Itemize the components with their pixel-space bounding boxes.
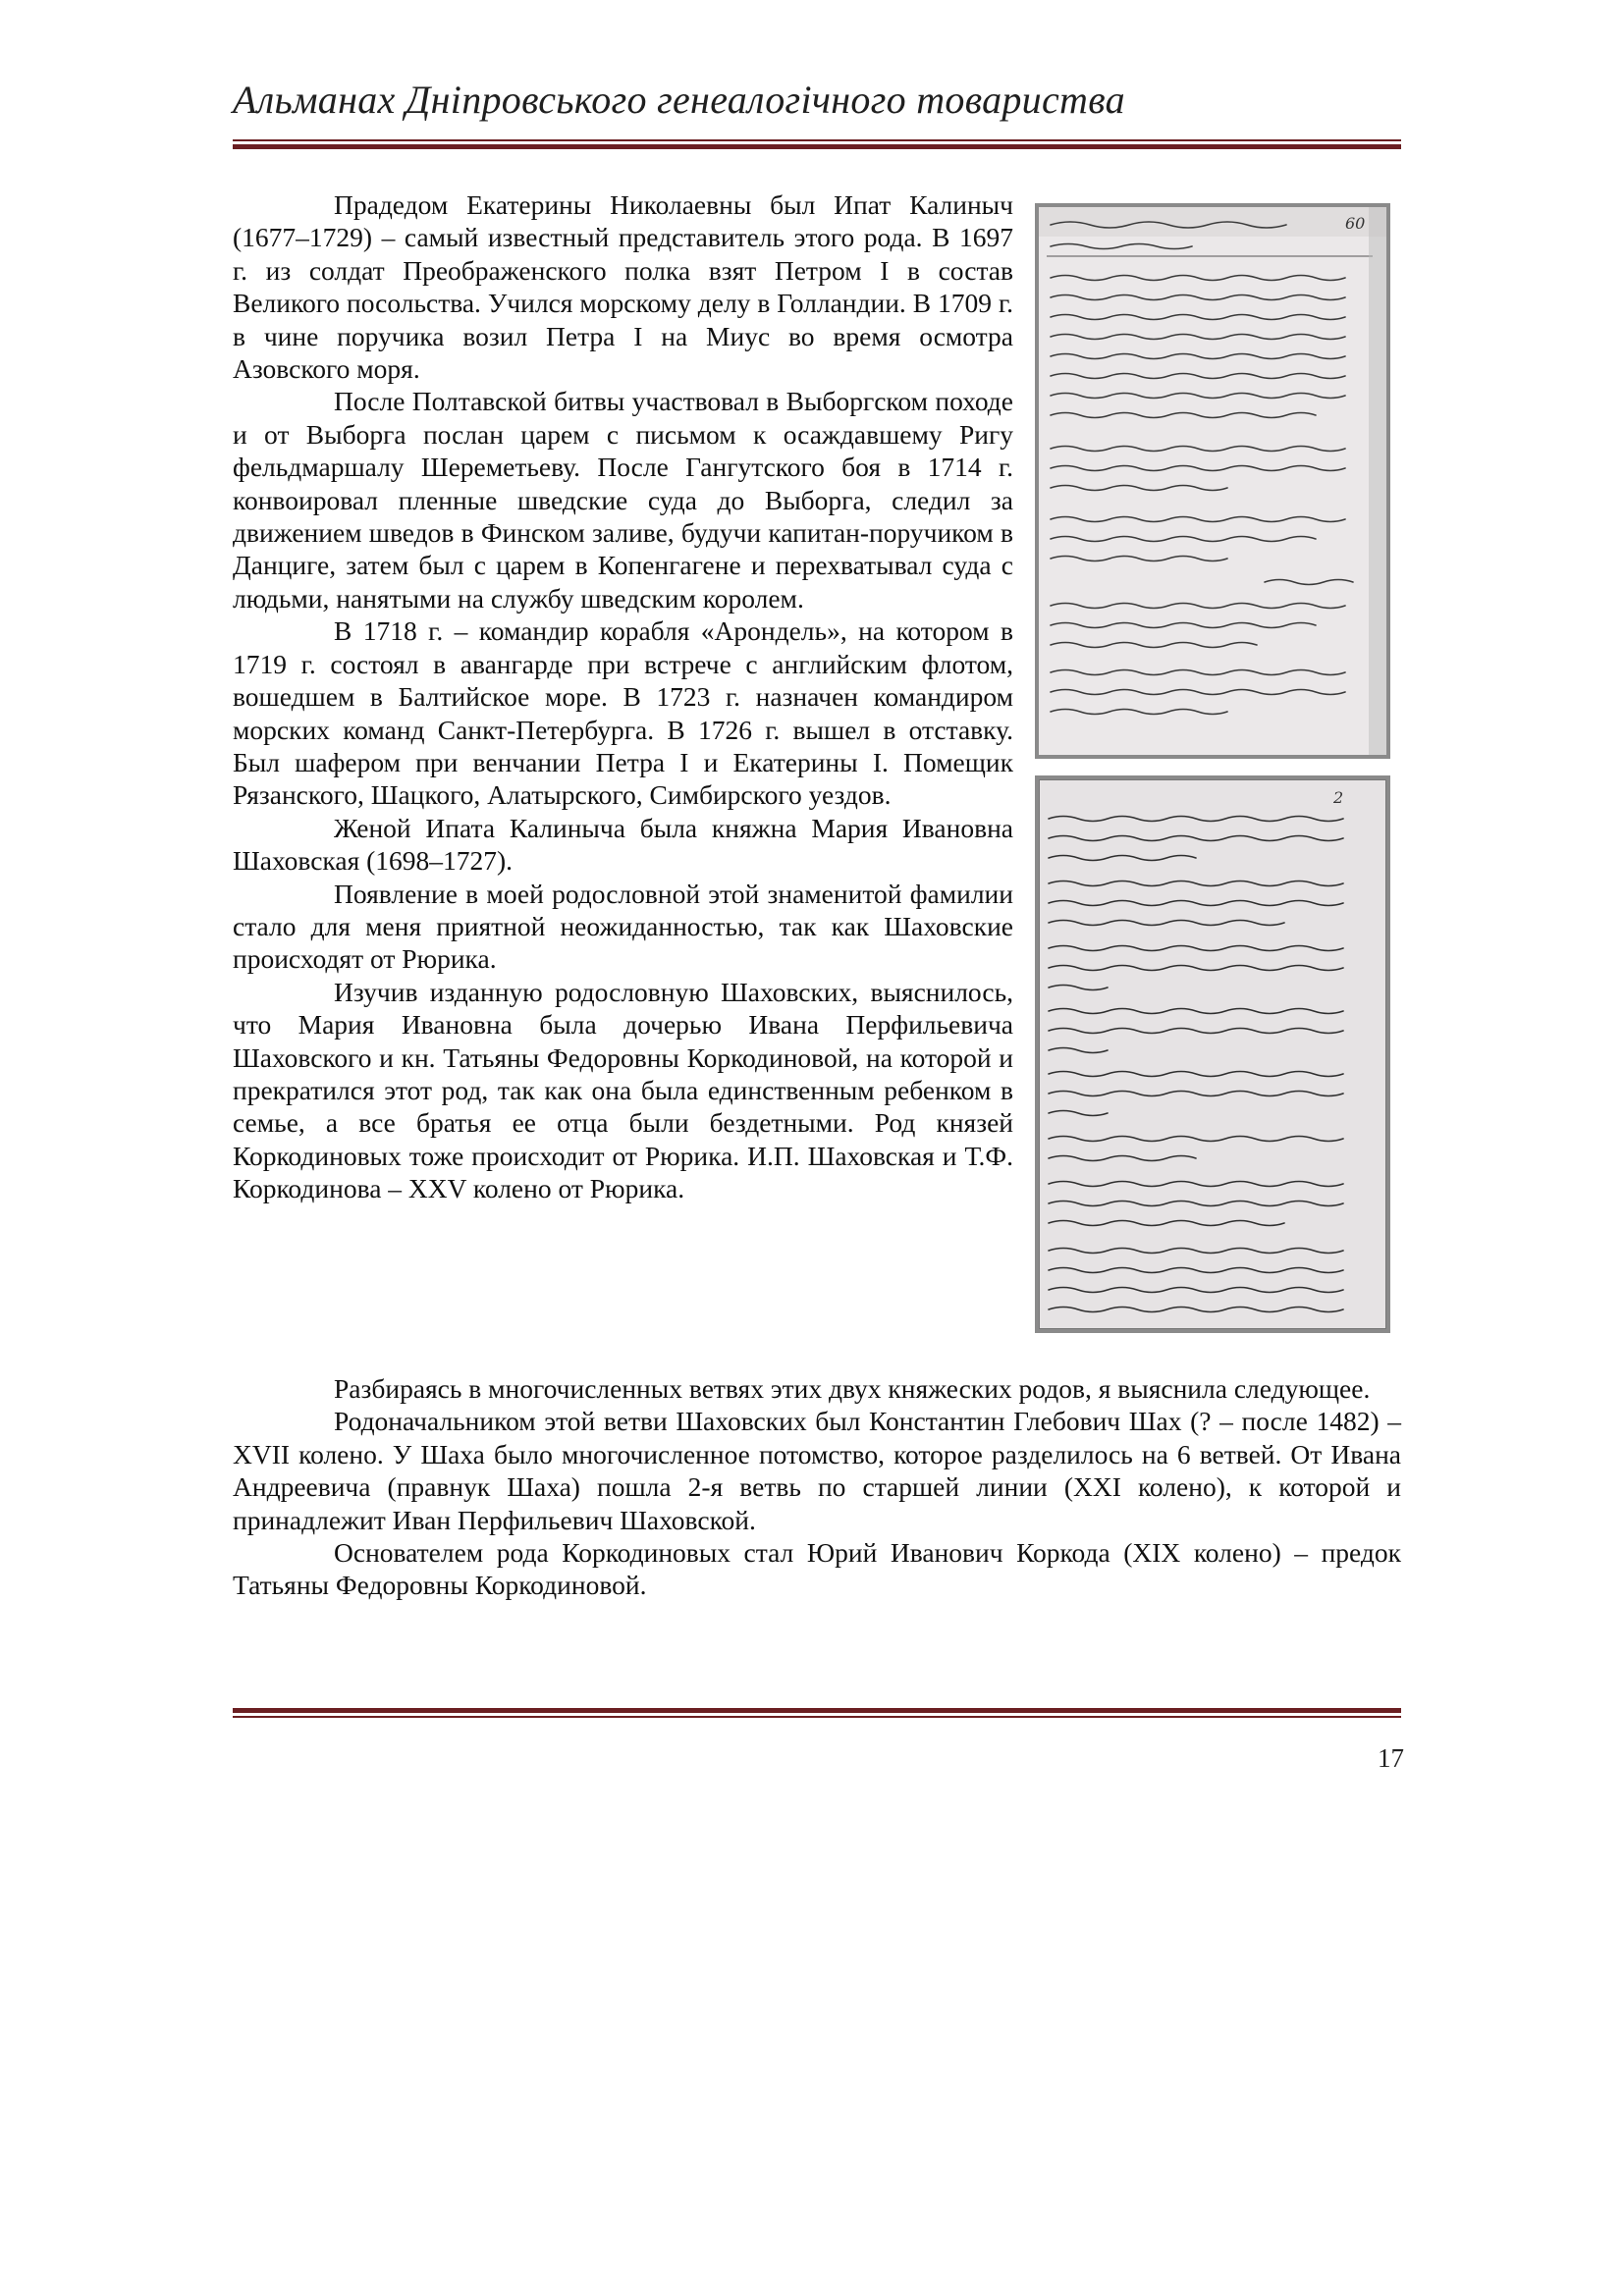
archive-scan-image-2 xyxy=(1035,775,1390,1333)
paragraph: Женой Ипата Калиныча была княжна Мария Ивановна Шаховская (1698–1727). xyxy=(233,812,1013,877)
header-rule-thin xyxy=(233,139,1401,141)
archive-scan-image-1 xyxy=(1035,203,1390,759)
paragraph: В 1718 г. – командир корабля «Арондель», на котором в 1719 г. состоял в авангарде при встрече с английским флотом, вошедшем в Балтийское море. В 1723 г. назначен командиром морских команд Санкт-Петербурга. В 1726 г. вышел в отставку. Был шафером при венчании Петра I и Екатерины I. Помещик Рязанского, Шацкого, Алатырского, Симбирского уездов. xyxy=(233,615,1013,811)
scan-corner-mark-1: 60 xyxy=(1345,214,1366,233)
header-rule-thick xyxy=(233,144,1401,149)
paragraph: После Полтавской битвы участвовал в Выборгском походе и от Выборга послан царем с письмом к осаждавшему Ригу фельдмаршалу Шереметьеву. После Гангутского боя в 1714 г. конвоировал пленные шведские суда до Выборга, следил за движением шведов в Финском заливе, будучи капитан-поручиком в Данциге, затем был с царем в Копенгагене и перехватывал суда с людьми, нанятыми на службу шведским королем. xyxy=(233,386,1013,614)
paragraph: Основателем рода Коркодиновых стал Юрий Иванович Коркода (XIX колено) – предок Татьяны Федоровны Коркодиновой. xyxy=(233,1537,1401,1601)
full-width-text xyxy=(233,1372,1401,1602)
wrapped-text-column xyxy=(233,188,1013,1205)
paragraph: Появление в моей родословной этой знаменитой фамилии стало для меня приятной неожиданностью, так как Шаховские происходят от Рюрика. xyxy=(233,878,1013,975)
page-header-title: Альманах Дніпровського генеалогічного товариства xyxy=(233,78,1125,122)
handwriting-scan-1 xyxy=(1039,207,1386,755)
paragraph: Разбираясь в многочисленных ветвях этих двух княжеских родов, я выяснила следующее. xyxy=(334,1373,1371,1404)
footer-rule-thick xyxy=(233,1708,1401,1713)
page-number: 17 xyxy=(1378,1743,1404,1773)
handwriting-scan-2 xyxy=(1039,779,1386,1329)
scan-corner-mark-2: 2 xyxy=(1333,788,1344,807)
paragraph: Прадедом Екатерины Николаевны был Ипат Калиныч (1677–1729) – самый известный представитель этого рода. В 1697 г. из солдат Преображенского полка взят Петром I в состав Великого посольства. Учился морскому делу в Голландии. В 1709 г. в чине поручика возил Петра I на Миус во время осмотра Азовского моря. xyxy=(233,189,1013,385)
paragraph: Изучив изданную родословную Шаховских, выяснилось, что Мария Ивановна была дочерью Ивана Перфильевича Шаховского и кн. Татьяны Федоровны Коркодиновой, на которой и прекратился этот род, так как она была единственным ребенком в семье, а все братья ее отца были бездетными. Род князей Коркодиновых тоже происходит от Рюрика. И.П. Шаховская и Т.Ф. Коркодинова – XXV колено от Рюрика. xyxy=(233,976,1013,1204)
paragraph: Родоначальником этой ветви Шаховских был Константин Глебович Шах (? – после 1482) – XVII колено. У Шаха было многочисленное потомство, которое разделилось на 6 ветвей. От Ивана Андреевича (правнук Шаха) пошла 2-я ветвь по старшей линии (XXI колено), к которой и принадлежит Иван Перфильевич Шаховской. xyxy=(233,1406,1401,1535)
footer-rule-thin xyxy=(233,1716,1401,1718)
